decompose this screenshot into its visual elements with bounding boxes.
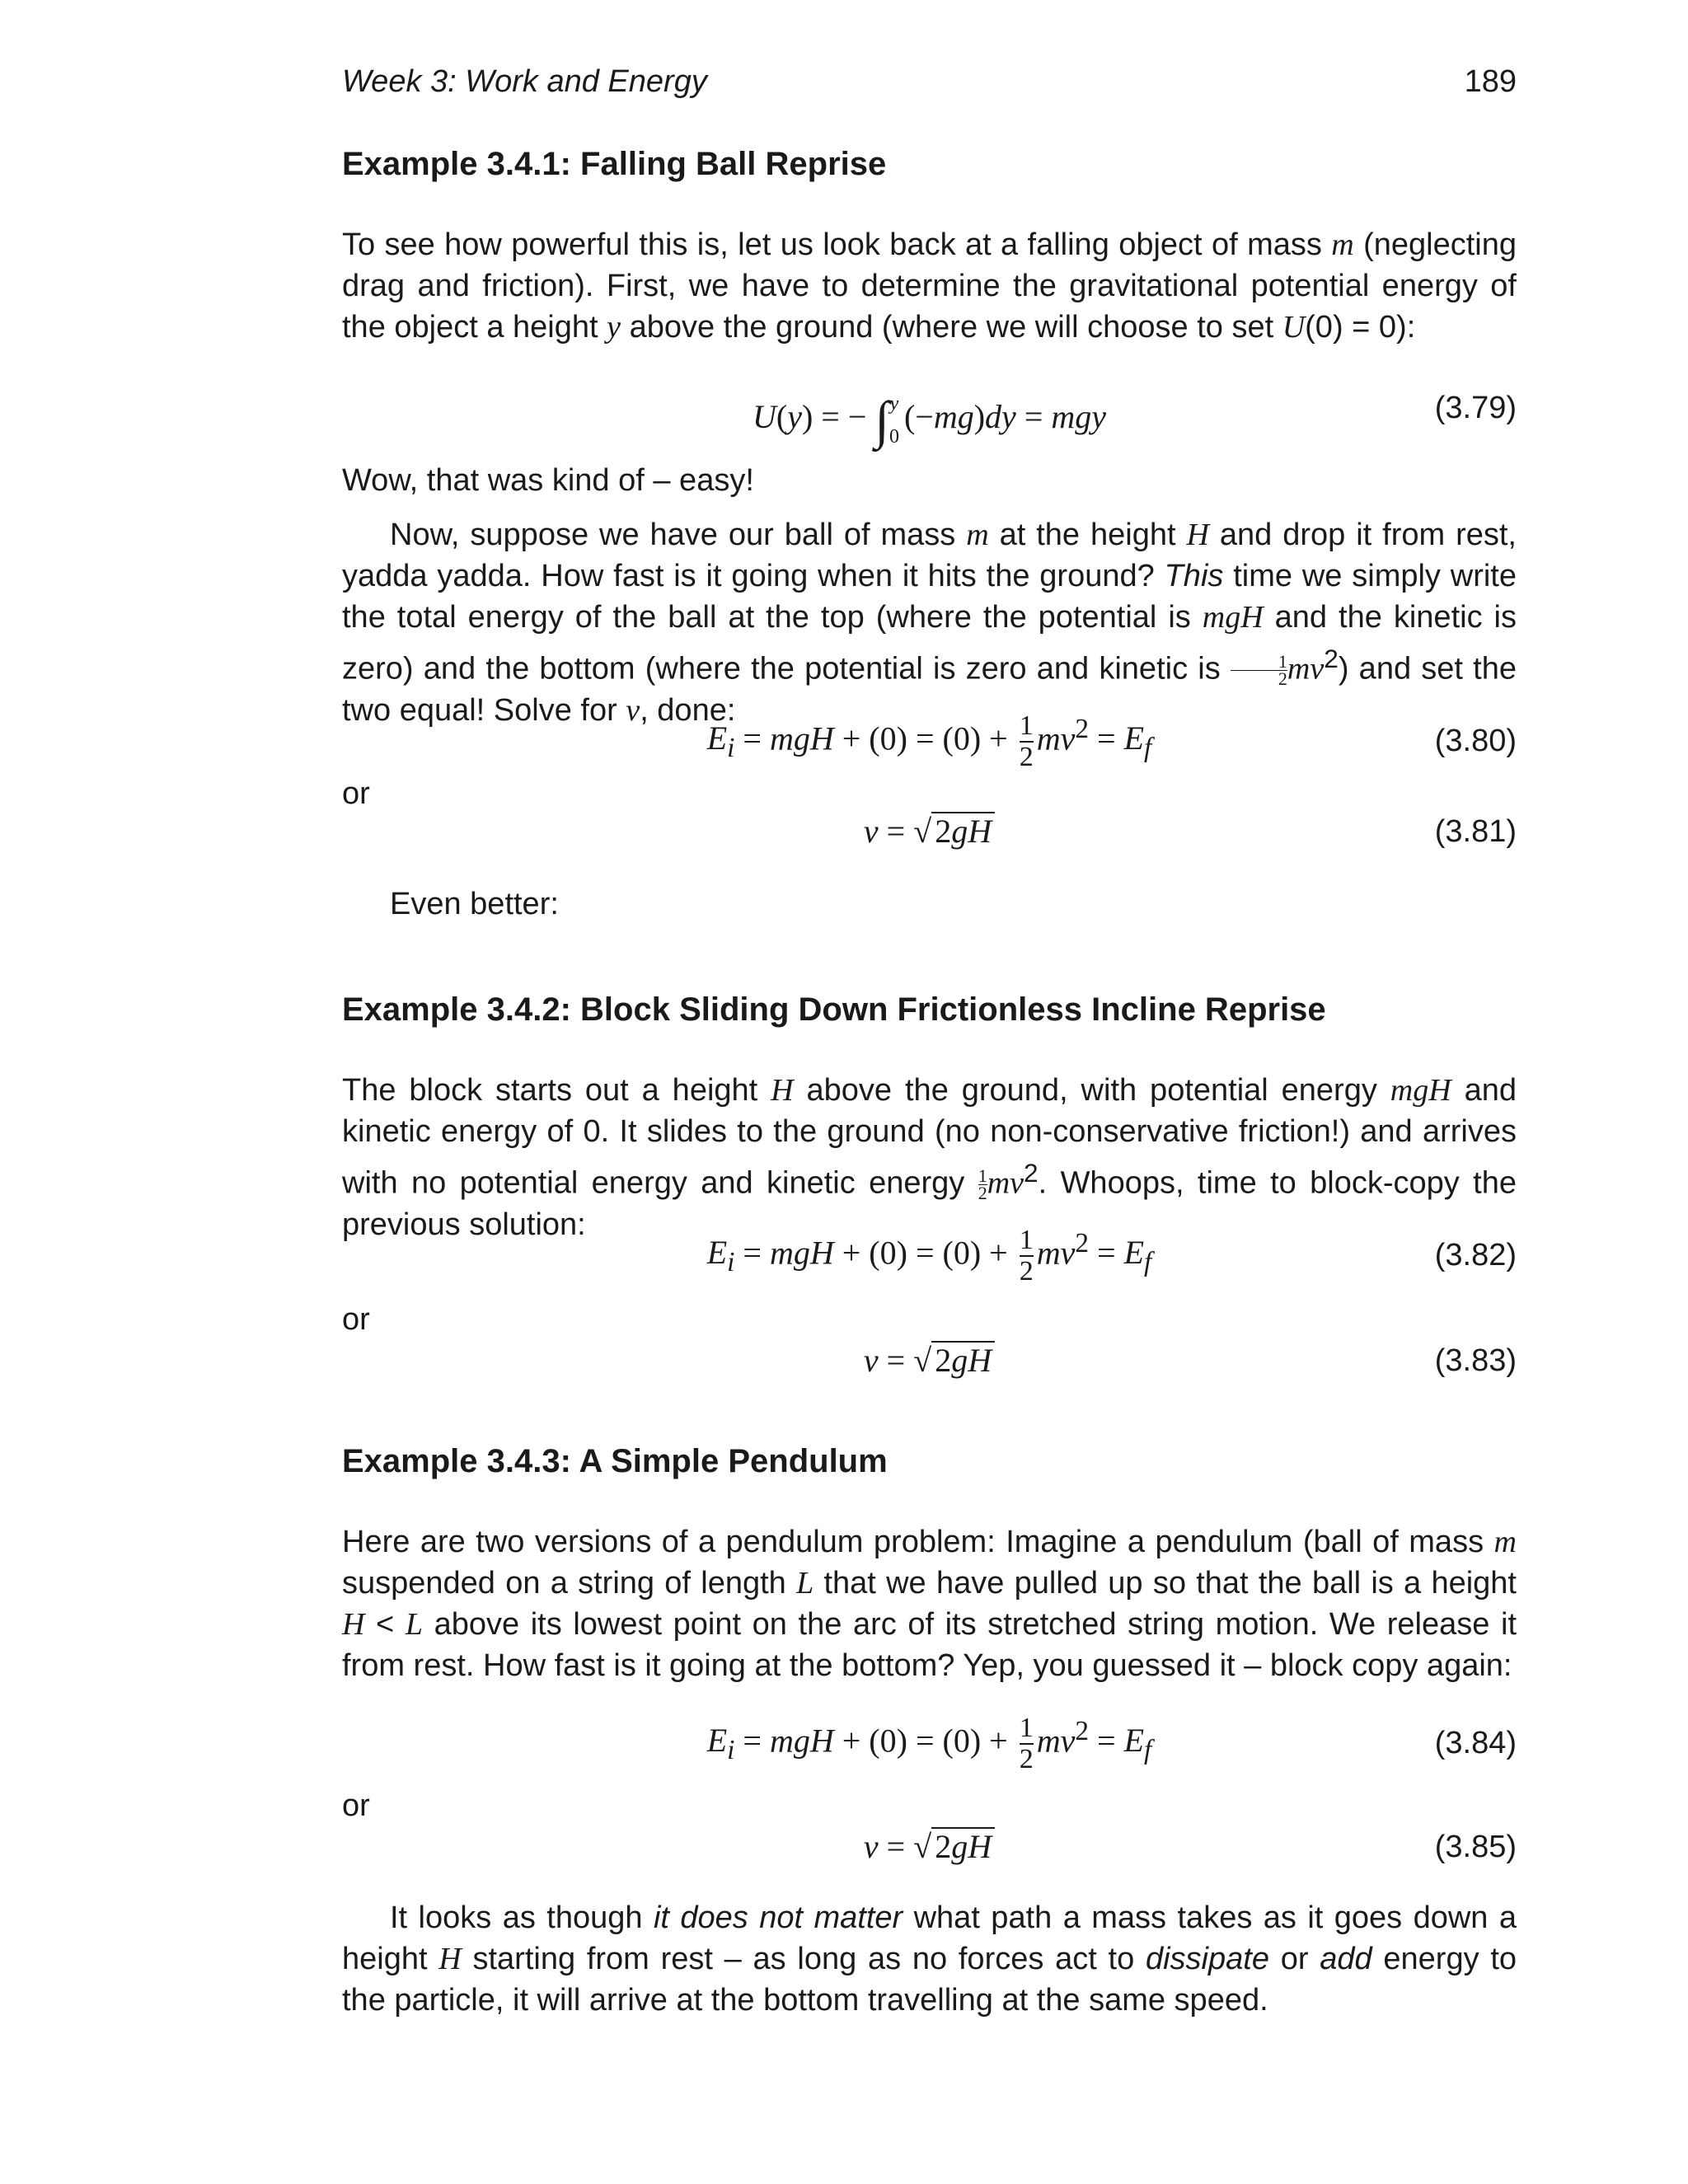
connector-or: or: [342, 1788, 370, 1823]
equation-3-85: v = √ 2gH (3.85): [342, 1826, 1517, 1892]
paragraph-easy: Wow, that was kind of – easy!: [342, 463, 754, 498]
equation-number: (3.80): [1434, 724, 1517, 758]
equation-3-84: $E_i$ = mgH + (0) = (0) + $\frac{1}{2}$ $mv^2 = E_f$ (3.84): [706, 1713, 1517, 1775]
equation-3-81: v = √ 2gH (3.81): [342, 811, 1517, 877]
equation-number: (3.84): [1434, 1726, 1517, 1760]
running-header: [342, 61, 1517, 102]
section-heading-example-3-4-1: Example 3.4.1: Falling Ball Reprise: [342, 146, 887, 182]
paragraph-block-intro: The block starts out a height H above the ground, with potential energy mgH and kinetic energy of 0. It slides to the ground (no non-conservative friction!) and arrives with no potential energy and kinetic energy $\frac{1}{2}$ $mv^2$. Whoops, time to block-copy the previous solution:: [342, 1073, 1517, 1242]
running-header-title: Week 3: Work and Energy: [342, 64, 707, 99]
equation-number: (3.81): [1434, 814, 1517, 849]
section-heading-example-3-4-2: Example 3.4.2: Block Sliding Down Frictionless Incline Reprise: [342, 991, 1326, 1028]
paragraph-conclusion: It looks as though it does not matter what path a mass takes as it goes down a height H starting from rest – as long as no forces act to dissipate or add energy to the particle, it will arrive at the bottom travelling at the same speed.: [342, 1900, 1517, 2018]
equation-number: (3.82): [1434, 1238, 1517, 1272]
connector-or: or: [342, 1302, 370, 1337]
section-heading-example-3-4-3: Example 3.4.3: A Simple Pendulum: [342, 1443, 888, 1479]
equation-3-80: $E_i$ = mgH + (0) = (0) + $\frac{1}{2}$ $mv^2 = E_f$ (3.80): [706, 710, 1517, 773]
paragraph-even-better: Even better:: [390, 887, 559, 921]
equation-number: (3.83): [1434, 1343, 1517, 1378]
equation-3-82: $E_i$ = mgH + (0) = (0) + $\frac{1}{2}$ $mv^2 = E_f$ (3.82): [706, 1225, 1517, 1287]
page-number: 189: [1464, 64, 1517, 99]
paragraph-pendulum-intro: Here are two versions of a pendulum problem: Imagine a pendulum (ball of mass m suspended on a string of length L that we have pulled up so that the ball is a height H < L above its lowest point on the arc of its stretched string motion. We release it from rest. How fast is it going at the bottom? Yep, you guessed it – block copy again:: [342, 1525, 1517, 1683]
paragraph-ball-drop: Now, suppose we have our ball of mass m at the height H and drop it from rest, yadda yadda. How fast is it going when it hits the ground? This time we simply write the total energy of the ball at the top (where the potential is mgH and the kinetic is zero) and the bottom (where the potential is zero and kinetic is $\frac{1}{2}$ $mv^2$) and set the two equal! Solve for v, done:: [342, 518, 1517, 728]
equation-number: (3.85): [1434, 1830, 1517, 1864]
paragraph-intro: To see how powerful this is, let us look back at a falling object of mass m (neglecting drag and friction). First, we have to determine the gravitational potential energy of the object a height y above the ground (where we will choose to set U(0) = 0):: [342, 227, 1517, 344]
equation-3-79: U(y) = − ∫ y 0 (−mg)dy = mgy (3.79): [342, 371, 1517, 437]
equation-3-83: v = √ 2gH (3.83): [342, 1340, 1517, 1406]
connector-or: or: [342, 776, 370, 811]
equation-number: (3.79): [1434, 391, 1517, 425]
